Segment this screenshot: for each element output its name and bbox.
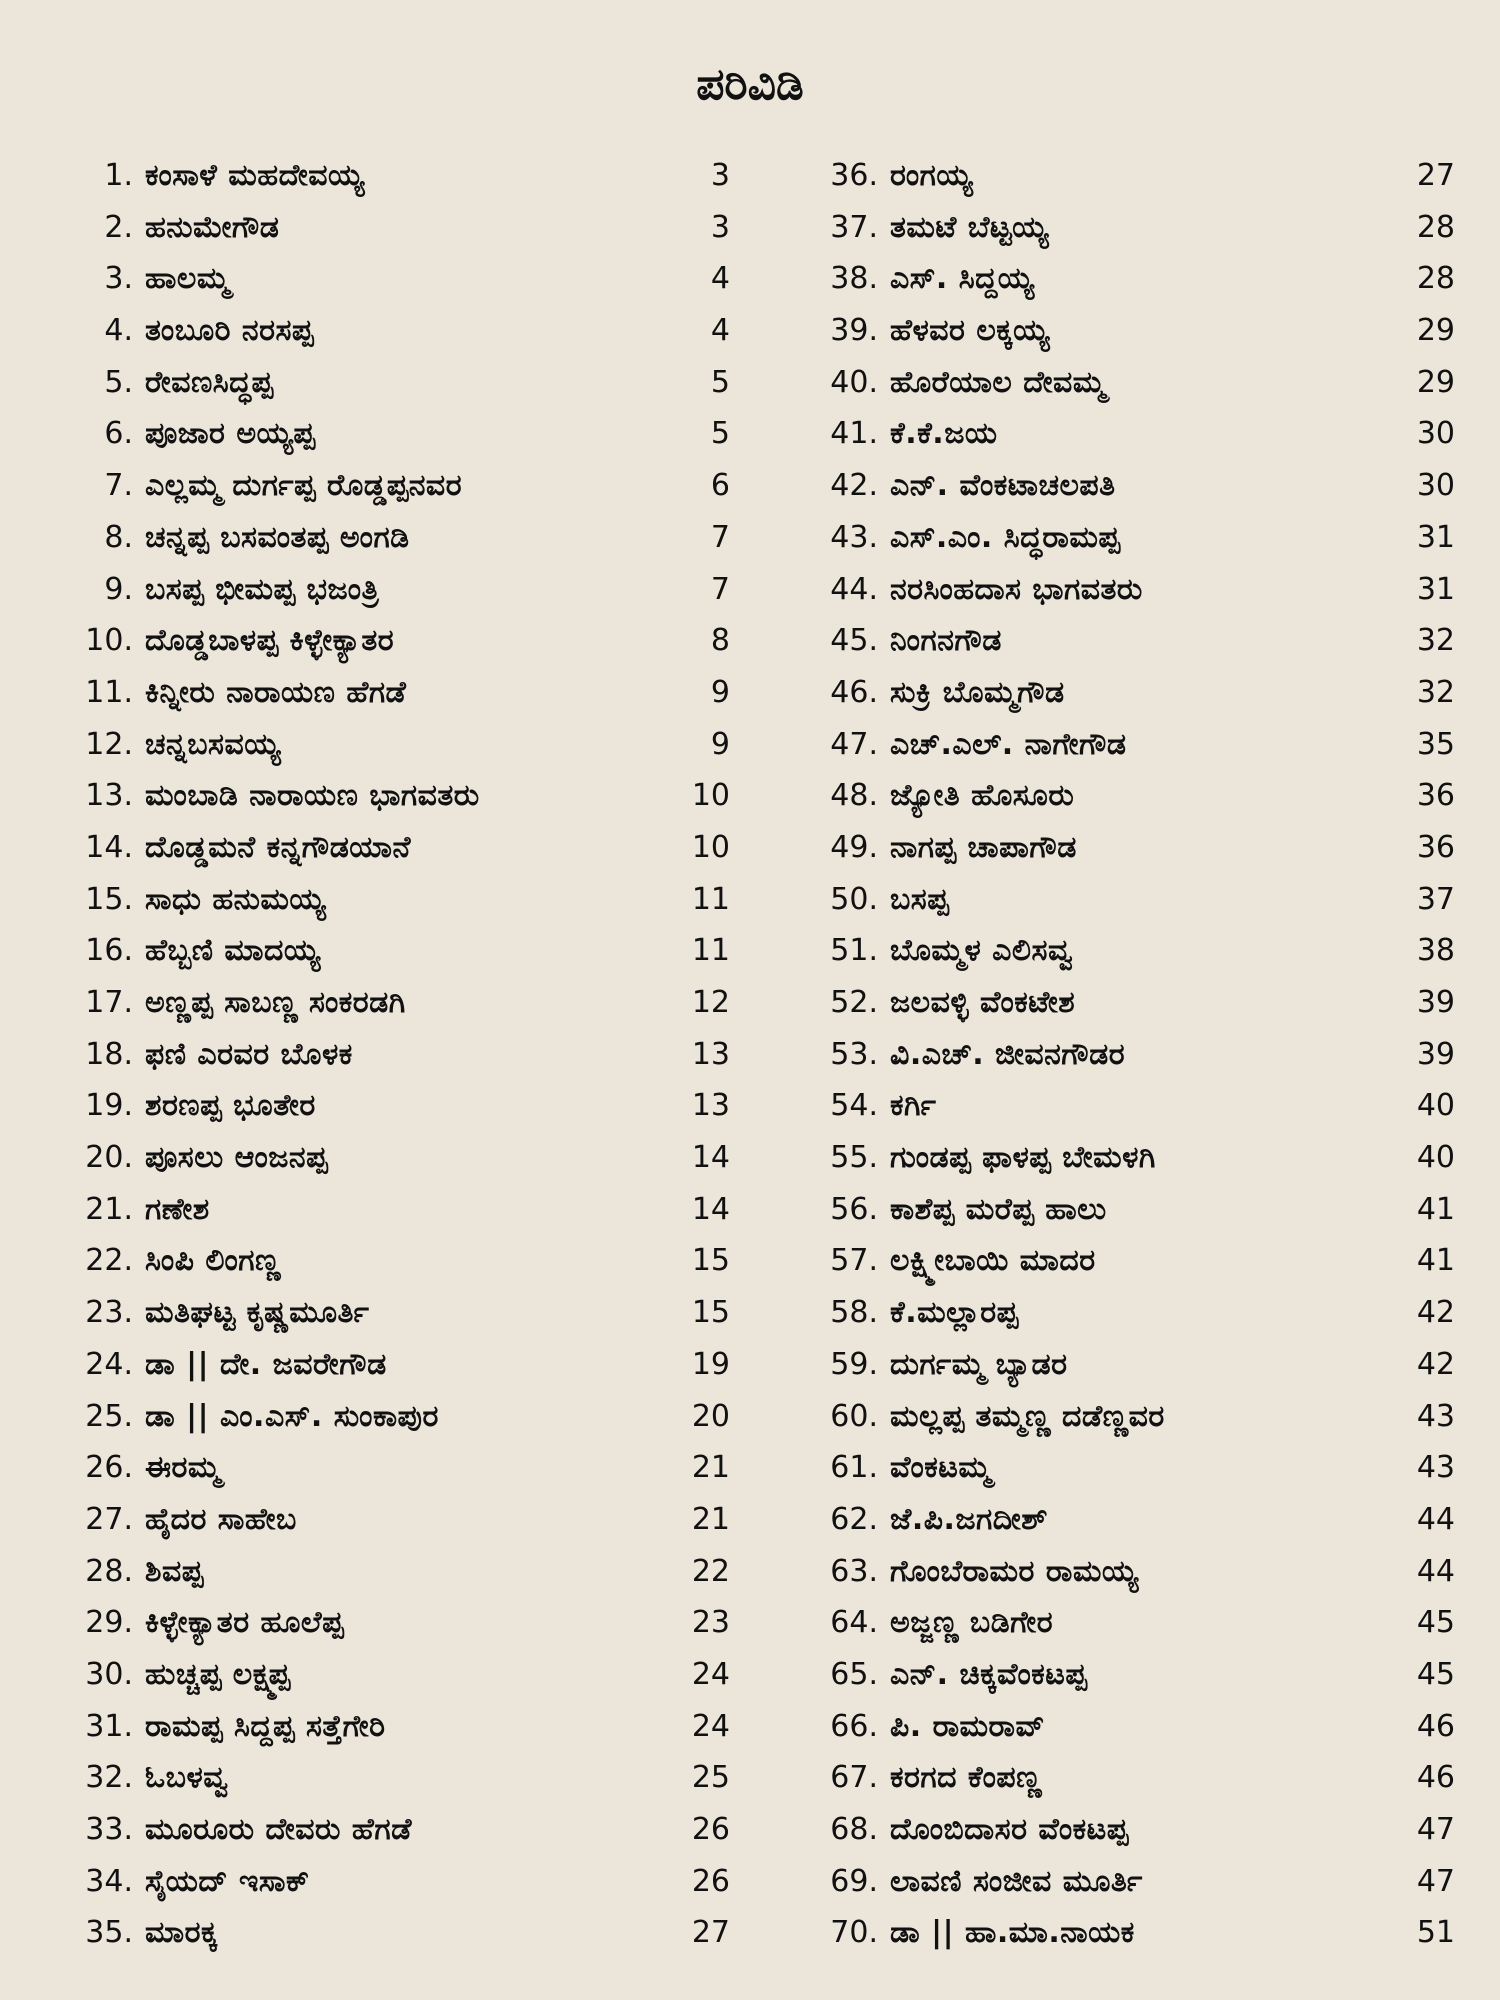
toc-entry — [790, 1494, 1455, 1546]
entry-page: 24 — [691, 1708, 730, 1744]
entry-page: 29 — [1416, 313, 1455, 349]
toc-entry — [790, 1649, 1455, 1701]
toc-entry — [45, 770, 730, 822]
toc-entry — [45, 1701, 730, 1753]
toc-entry — [790, 667, 1455, 719]
toc-entry — [45, 1804, 730, 1856]
toc-entry — [790, 1907, 1455, 1959]
entry-name: ಹೊರೆಯಾಲ ದೇವಮ್ಮ — [890, 364, 1106, 400]
toc-entry — [790, 1391, 1455, 1443]
entry-number: 22. — [85, 1243, 133, 1279]
toc-entry — [45, 1752, 730, 1804]
toc-entry — [45, 253, 730, 305]
page-title: ಪರಿವಿಡಿ — [696, 59, 804, 110]
entry-page: 43 — [1416, 1450, 1455, 1486]
toc-entry — [790, 1752, 1455, 1804]
entry-page: 14 — [691, 1140, 730, 1176]
entry-name: ಜಲವಳ್ಳಿ ವೆಂಕಟೇಶ — [890, 985, 1076, 1020]
entry-name: ನರಸಿಂಹದಾಸ ಭಾಗವತರು — [890, 571, 1143, 607]
entry-name: ಹೈದರ ಸಾಹೇಬ — [145, 1501, 297, 1537]
toc-entry — [790, 925, 1455, 977]
toc-entry — [45, 357, 730, 409]
entry-page: 11 — [691, 933, 730, 969]
entry-number: 3. — [104, 261, 133, 297]
entry-name: ರಾಮಪ್ಪ ಸಿದ್ದಪ್ಪ ಸತ್ತೆಗೇರಿ — [145, 1708, 386, 1744]
toc-entry — [45, 1494, 730, 1546]
entry-number: 49. — [830, 829, 878, 865]
toc-entry — [790, 1235, 1455, 1287]
entry-name: ಹೆಬ್ಬಣಿ ಮಾದಯ್ಯ — [145, 933, 321, 969]
entry-page: 27 — [1416, 158, 1455, 193]
toc-entry — [45, 1907, 730, 1959]
entry-page: 11 — [691, 881, 730, 917]
entry-name: ಹಾಲಮ್ಮ — [145, 261, 230, 297]
entry-name: ಪೂಜಾರ ಅಯ್ಯಪ್ಪ — [145, 416, 316, 452]
entry-name: ಕಾಶೆಪ್ಪ ಮರೆಪ್ಪ ಹಾಲು — [890, 1191, 1107, 1227]
entry-name: ಕಿನ್ನೀರು ನಾರಾಯಣ ಹೆಗಡೆ — [145, 674, 407, 710]
entry-name: ಹೆಳವರ ಲಕ್ಕಯ್ಯ — [890, 313, 1050, 349]
entry-page: 26 — [691, 1812, 730, 1847]
entry-page: 38 — [1416, 933, 1455, 969]
entry-number: 63. — [830, 1553, 878, 1589]
entry-number: 27. — [85, 1501, 133, 1537]
entry-name: ಸುಕ್ರಿ ಬೊಮ್ಮಗೌಡ — [890, 674, 1065, 710]
entry-page: 28 — [1416, 261, 1455, 297]
entry-number: 34. — [85, 1863, 133, 1899]
entry-name: ವಿ.ಎಚ್. ಜೀವನಗೌಡರ — [890, 1036, 1126, 1072]
toc-entry — [45, 1649, 730, 1701]
toc-entry — [790, 1804, 1455, 1856]
entry-number: 26. — [85, 1450, 133, 1486]
entry-number: 5. — [104, 364, 133, 400]
entry-number: 30. — [85, 1656, 133, 1692]
entry-page: 23 — [691, 1605, 730, 1641]
entry-name: ರಂಗಯ್ಯ — [890, 158, 974, 193]
entry-page: 9 — [710, 674, 730, 710]
entry-name: ಪಿ. ರಾಮರಾವ್ — [890, 1708, 1046, 1744]
entry-name: ಎಸ್.ಎಂ. ಸಿದ್ಧರಾಮಪ್ಪ — [890, 519, 1121, 555]
entry-name: ಎಲ್ಲಮ್ಮ ದುರ್ಗಪ್ಪ ರೊಡ್ಡಪ್ಪನವರ — [145, 468, 463, 504]
entry-name: ಗುಂಡಪ್ಪ ಫಾಳಪ್ಪ ಬೇಮಳಗಿ — [890, 1140, 1156, 1176]
toc-entry — [790, 1546, 1455, 1598]
entry-number: 35. — [85, 1915, 133, 1951]
entry-page: 12 — [691, 985, 730, 1020]
entry-number: 48. — [830, 778, 878, 814]
entry-name: ಅಜ್ಜಣ್ಣ ಬಡಿಗೇರ — [890, 1605, 1054, 1641]
entry-number: 57. — [830, 1243, 878, 1279]
entry-name: ಸಿಂಪಿ ಲಿಂಗಣ್ಣ — [145, 1243, 282, 1279]
entry-number: 55. — [830, 1140, 878, 1176]
entry-page: 21 — [691, 1450, 730, 1486]
entry-name: ಡಾ || ದೇ. ಜವರೇಗೌಡ — [145, 1346, 387, 1382]
entry-number: 20. — [85, 1140, 133, 1176]
toc-entry — [45, 1391, 730, 1443]
toc-entry — [790, 1184, 1455, 1236]
toc-entry — [790, 1442, 1455, 1494]
entry-name: ಮಂಬಾಡಿ ನಾರಾಯಣ ಭಾಗವತರು — [145, 778, 480, 814]
entry-name: ಅಣ್ಣಪ್ಪ ಸಾಬಣ್ಣ ಸಂಕರಡಗಿ — [145, 985, 406, 1020]
entry-page: 31 — [1416, 519, 1455, 555]
entry-name: ಓಬಳವ್ವ — [145, 1760, 229, 1796]
entry-number: 28. — [85, 1553, 133, 1589]
toc-entry — [790, 1029, 1455, 1081]
entry-number: 61. — [830, 1450, 878, 1486]
entry-name: ಚನ್ನಬಸವಯ್ಯ — [145, 726, 281, 762]
entry-number: 39. — [830, 313, 878, 349]
entry-number: 40. — [830, 364, 878, 400]
entry-name: ಕಂಸಾಳೆ ಮಹದೇವಯ್ಯ — [145, 158, 365, 193]
entry-page: 47 — [1416, 1812, 1455, 1847]
entry-number: 67. — [830, 1760, 878, 1796]
entry-name: ಫಣಿ ಎರವರ ಬೊಳಕ — [145, 1036, 353, 1072]
toc-entry — [45, 1856, 730, 1908]
entry-name: ಲಾವಣಿ ಸಂಜೀವ ಮೂರ್ತಿ — [890, 1863, 1143, 1899]
entry-page: 39 — [1416, 1036, 1455, 1072]
toc-entry — [45, 977, 730, 1029]
toc-entry — [45, 150, 730, 202]
toc-entry — [790, 202, 1455, 254]
entry-number: 12. — [85, 726, 133, 762]
entry-page: 5 — [710, 364, 730, 400]
toc-entry — [45, 1546, 730, 1598]
entry-number: 66. — [830, 1708, 878, 1744]
entry-name: ಡಾ || ಎಂ.ಎಸ್. ಸುಂಕಾಪುರ — [145, 1398, 439, 1434]
entry-name: ಜ್ಯೋತಿ ಹೊಸೂರು — [890, 778, 1075, 814]
entry-number: 25. — [85, 1398, 133, 1434]
entry-page: 40 — [1416, 1088, 1455, 1124]
entry-number: 4. — [104, 313, 133, 349]
entry-page: 30 — [1416, 416, 1455, 452]
entry-page: 13 — [691, 1088, 730, 1124]
toc-entry — [45, 615, 730, 667]
entry-name: ಎಚ್.ಎಲ್. ನಾಗೇಗೌಡ — [890, 726, 1127, 762]
toc-entry — [790, 1080, 1455, 1132]
toc-entry — [790, 1856, 1455, 1908]
entry-name: ಚನ್ನಪ್ಪ ಬಸವಂತಪ್ಪ ಅಂಗಡಿ — [145, 519, 410, 555]
entry-number: 11. — [85, 674, 133, 710]
toc-entry — [45, 512, 730, 564]
entry-name: ಬೊಮ್ಮಳ ಎಲಿಸವ್ವ — [890, 933, 1074, 969]
entry-name: ತಂಬೂರಿ ನರಸಪ್ಪ — [145, 313, 314, 349]
entry-number: 16. — [85, 933, 133, 969]
entry-page: 45 — [1416, 1605, 1455, 1641]
entry-name: ರೇವಣಸಿದ್ಧಪ್ಪ — [145, 364, 274, 400]
entry-page: 44 — [1416, 1553, 1455, 1589]
entry-page: 42 — [1416, 1295, 1455, 1331]
toc-entry — [45, 1442, 730, 1494]
entry-page: 28 — [1416, 209, 1455, 245]
entry-number: 64. — [830, 1605, 878, 1641]
entry-number: 51. — [830, 933, 878, 969]
entry-page: 8 — [710, 623, 730, 659]
entry-name: ಜೆ.ಪಿ.ಜಗದೀಶ್ — [890, 1501, 1048, 1537]
entry-number: 62. — [830, 1501, 878, 1537]
entry-name: ಕೆ.ಮಲ್ಲಾರಪ್ಪ — [890, 1295, 1019, 1331]
entry-name: ಲಕ್ಷ್ಮೀಬಾಯಿ ಮಾದರ — [890, 1243, 1096, 1279]
entry-name: ಸಾಧು ಹನುಮಯ್ಯ — [145, 881, 327, 917]
entry-page: 7 — [710, 519, 730, 555]
toc-entry — [790, 1339, 1455, 1391]
entry-number: 58. — [830, 1295, 878, 1331]
entry-number: 41. — [830, 416, 878, 452]
toc-entry — [45, 1132, 730, 1184]
entry-page: 35 — [1416, 726, 1455, 762]
entry-page: 45 — [1416, 1656, 1455, 1692]
entry-name: ಗಣೇಶ — [145, 1191, 210, 1227]
entry-page: 6 — [710, 468, 730, 504]
toc-entry — [790, 977, 1455, 1029]
entry-number: 56. — [830, 1191, 878, 1227]
entry-number: 69. — [830, 1863, 878, 1899]
entry-number: 45. — [830, 623, 878, 659]
entry-number: 70. — [830, 1915, 878, 1951]
entry-page: 43 — [1416, 1398, 1455, 1434]
toc-entry — [790, 1701, 1455, 1753]
entry-page: 31 — [1416, 571, 1455, 607]
entry-page: 44 — [1416, 1501, 1455, 1537]
toc-entry — [790, 719, 1455, 771]
toc-entry — [45, 1080, 730, 1132]
entry-page: 9 — [710, 726, 730, 762]
toc-left-column — [45, 150, 730, 1959]
entry-number: 7. — [104, 468, 133, 504]
entry-name: ಕರಗದ ಕೆಂಪಣ್ಣ — [890, 1760, 1043, 1796]
entry-page: 22 — [691, 1553, 730, 1589]
toc-entry — [790, 1132, 1455, 1184]
entry-page: 32 — [1416, 623, 1455, 659]
entry-page: 46 — [1416, 1760, 1455, 1796]
entry-name: ಎನ್. ಚಿಕ್ಕವೆಂಕಟಪ್ಪ — [890, 1656, 1088, 1692]
toc-entry — [45, 667, 730, 719]
entry-page: 51 — [1416, 1915, 1455, 1951]
entry-page: 14 — [691, 1191, 730, 1227]
entry-number: 44. — [830, 571, 878, 607]
entry-number: 42. — [830, 468, 878, 504]
entry-number: 53. — [830, 1036, 878, 1072]
entry-name: ಶಿವಪ್ಪ — [145, 1553, 204, 1589]
toc-entry — [45, 1029, 730, 1081]
entry-page: 15 — [691, 1243, 730, 1279]
entry-name: ಗೊಂಬೆರಾಮರ ರಾಮಯ್ಯ — [890, 1553, 1139, 1589]
entry-name: ದೊಂಬಿದಾಸರ ವೆಂಕಟಪ್ಪ — [890, 1812, 1129, 1847]
entry-page: 30 — [1416, 468, 1455, 504]
entry-page: 20 — [691, 1398, 730, 1434]
toc-entry — [790, 408, 1455, 460]
entry-name: ಮಲ್ಲಪ್ಪ ತಮ್ಮಣ್ಣ ದಡೆಣ್ಣವರ — [890, 1398, 1165, 1434]
entry-number: 24. — [85, 1346, 133, 1382]
entry-page: 29 — [1416, 364, 1455, 400]
entry-page: 3 — [710, 209, 730, 245]
toc-entry — [790, 357, 1455, 409]
entry-number: 8. — [104, 519, 133, 555]
toc-entry — [45, 408, 730, 460]
entry-name: ಕರ್ಗಿ — [890, 1088, 937, 1124]
entry-page: 13 — [691, 1036, 730, 1072]
entry-page: 4 — [710, 261, 730, 297]
entry-page: 3 — [710, 158, 730, 193]
entry-page: 24 — [691, 1656, 730, 1692]
toc-entry — [45, 564, 730, 616]
entry-number: 50. — [830, 881, 878, 917]
entry-name: ಎನ್. ವೆಂಕಟಾಚಲಪತಿ — [890, 468, 1116, 504]
entry-number: 38. — [830, 261, 878, 297]
entry-number: 36. — [830, 158, 878, 193]
entry-number: 52. — [830, 985, 878, 1020]
entry-name: ದೊಡ್ಡಮನೆ ಕನ್ನಗೌಡಯಾನೆ — [145, 829, 411, 865]
entry-number: 65. — [830, 1656, 878, 1692]
entry-page: 15 — [691, 1295, 730, 1331]
entry-page: 21 — [691, 1501, 730, 1537]
toc-entry — [790, 874, 1455, 926]
entry-name: ಶರಣಪ್ಪ ಭೂತೇರ — [145, 1088, 316, 1124]
entry-name: ತಮಟೆ ಬೆಟ್ಟಯ್ಯ — [890, 209, 1049, 245]
entry-page: 7 — [710, 571, 730, 607]
toc-entry — [790, 1287, 1455, 1339]
entry-number: 31. — [85, 1708, 133, 1744]
entry-name: ದುರ್ಗಮ್ಮ ಬ್ಯಾಡರ — [890, 1346, 1068, 1382]
entry-name: ಹನುಮೇಗೌಡ — [145, 209, 280, 245]
entry-name: ಪೂಸಲು ಆಂಜನಪ್ಪ — [145, 1140, 329, 1176]
entry-name: ಸೈಯದ್ ಇಸಾಕ್ — [145, 1863, 310, 1899]
entry-name: ಈರಮ್ಮ — [145, 1450, 222, 1486]
entry-number: 33. — [85, 1812, 133, 1847]
entry-name: ವೆಂಕಟಮ್ಮ — [890, 1450, 992, 1486]
toc-entry — [45, 925, 730, 977]
toc-entry — [45, 1287, 730, 1339]
entry-page: 27 — [691, 1915, 730, 1951]
entry-page: 19 — [691, 1346, 730, 1382]
entry-number: 60. — [830, 1398, 878, 1434]
entry-number: 68. — [830, 1812, 878, 1847]
toc-entry — [45, 719, 730, 771]
toc-entry — [45, 460, 730, 512]
entry-number: 19. — [85, 1088, 133, 1124]
toc-entry — [45, 874, 730, 926]
entry-page: 39 — [1416, 985, 1455, 1020]
entry-page: 42 — [1416, 1346, 1455, 1382]
entry-page: 10 — [691, 778, 730, 814]
toc-entry — [790, 512, 1455, 564]
entry-page: 10 — [691, 829, 730, 865]
entry-number: 37. — [830, 209, 878, 245]
entry-name: ಬಸಪ್ಪ ಭೀಮಪ್ಪ ಭಜಂತ್ರಿ — [145, 571, 380, 607]
toc-entry — [45, 1235, 730, 1287]
toc-entry — [790, 770, 1455, 822]
toc-entry — [45, 822, 730, 874]
entry-name: ಕೆ.ಕೆ.ಜಯ — [890, 416, 998, 452]
entry-name: ಕಿಳ್ಳೇಕ್ಯಾತರ ಹೂಲೆಪ್ಪ — [145, 1605, 345, 1641]
toc-entry — [790, 564, 1455, 616]
entry-page: 36 — [1416, 829, 1455, 865]
entry-page: 25 — [691, 1760, 730, 1796]
entry-page: 5 — [710, 416, 730, 452]
entry-number: 32. — [85, 1760, 133, 1796]
entry-page: 4 — [710, 313, 730, 349]
toc-entry — [45, 1597, 730, 1649]
entry-name: ಮೂರೂರು ದೇವರು ಹೆಗಡೆ — [145, 1812, 412, 1847]
entry-page: 40 — [1416, 1140, 1455, 1176]
toc-entry — [790, 460, 1455, 512]
entry-name: ದೊಡ್ಡಬಾಳಪ್ಪ ಕಿಳ್ಳೇಕ್ಯಾತರ — [145, 623, 395, 659]
toc-entry — [790, 305, 1455, 357]
entry-number: 47. — [830, 726, 878, 762]
toc-entry — [45, 1184, 730, 1236]
entry-number: 15. — [85, 881, 133, 917]
toc-entry — [790, 615, 1455, 667]
entry-page: 46 — [1416, 1708, 1455, 1744]
entry-number: 13. — [85, 778, 133, 814]
entry-number: 6. — [104, 416, 133, 452]
entry-number: 14. — [85, 829, 133, 865]
toc-entry — [790, 253, 1455, 305]
entry-name: ಮತಿಘಟ್ಟ ಕೃಷ್ಣಮೂರ್ತಿ — [145, 1295, 370, 1331]
entry-name: ಮಾರಕ್ಕ — [145, 1915, 218, 1951]
toc-entry — [45, 1339, 730, 1391]
entry-name: ಬಸಪ್ಪ — [890, 881, 950, 917]
entry-number: 17. — [85, 985, 133, 1020]
entry-number: 29. — [85, 1605, 133, 1641]
entry-number: 54. — [830, 1088, 878, 1124]
entry-name: ಡಾ || ಹಾ.ಮಾ.ನಾಯಕ — [890, 1915, 1135, 1951]
entry-number: 10. — [85, 623, 133, 659]
entry-name: ಎಸ್. ಸಿದ್ದಯ್ಯ — [890, 261, 1035, 297]
entry-page: 36 — [1416, 778, 1455, 814]
entry-number: 18. — [85, 1036, 133, 1072]
entry-page: 41 — [1416, 1243, 1455, 1279]
toc-entry — [790, 150, 1455, 202]
entry-number: 23. — [85, 1295, 133, 1331]
entry-number: 2. — [104, 209, 133, 245]
entry-number: 1. — [104, 158, 133, 193]
toc-entry — [45, 305, 730, 357]
entry-name: ನಿಂಗನಗೌಡ — [890, 623, 1002, 659]
entry-name: ಹುಚ್ಚಪ್ಪ ಲಕ್ಷ್ಮಪ್ಪ — [145, 1656, 291, 1692]
toc-entry — [790, 1597, 1455, 1649]
entry-number: 43. — [830, 519, 878, 555]
toc-entry — [790, 822, 1455, 874]
entry-number: 59. — [830, 1346, 878, 1382]
entry-number: 9. — [104, 571, 133, 607]
entry-page: 37 — [1416, 881, 1455, 917]
entry-page: 26 — [691, 1863, 730, 1899]
entry-number: 46. — [830, 674, 878, 710]
toc-entry — [45, 202, 730, 254]
toc-right-column — [790, 150, 1455, 1959]
entry-page: 41 — [1416, 1191, 1455, 1227]
entry-name: ನಾಗಪ್ಪ ಚಾಪಾಗೌಡ — [890, 829, 1077, 865]
entry-page: 32 — [1416, 674, 1455, 710]
entry-number: 21. — [85, 1191, 133, 1227]
entry-page: 47 — [1416, 1863, 1455, 1899]
